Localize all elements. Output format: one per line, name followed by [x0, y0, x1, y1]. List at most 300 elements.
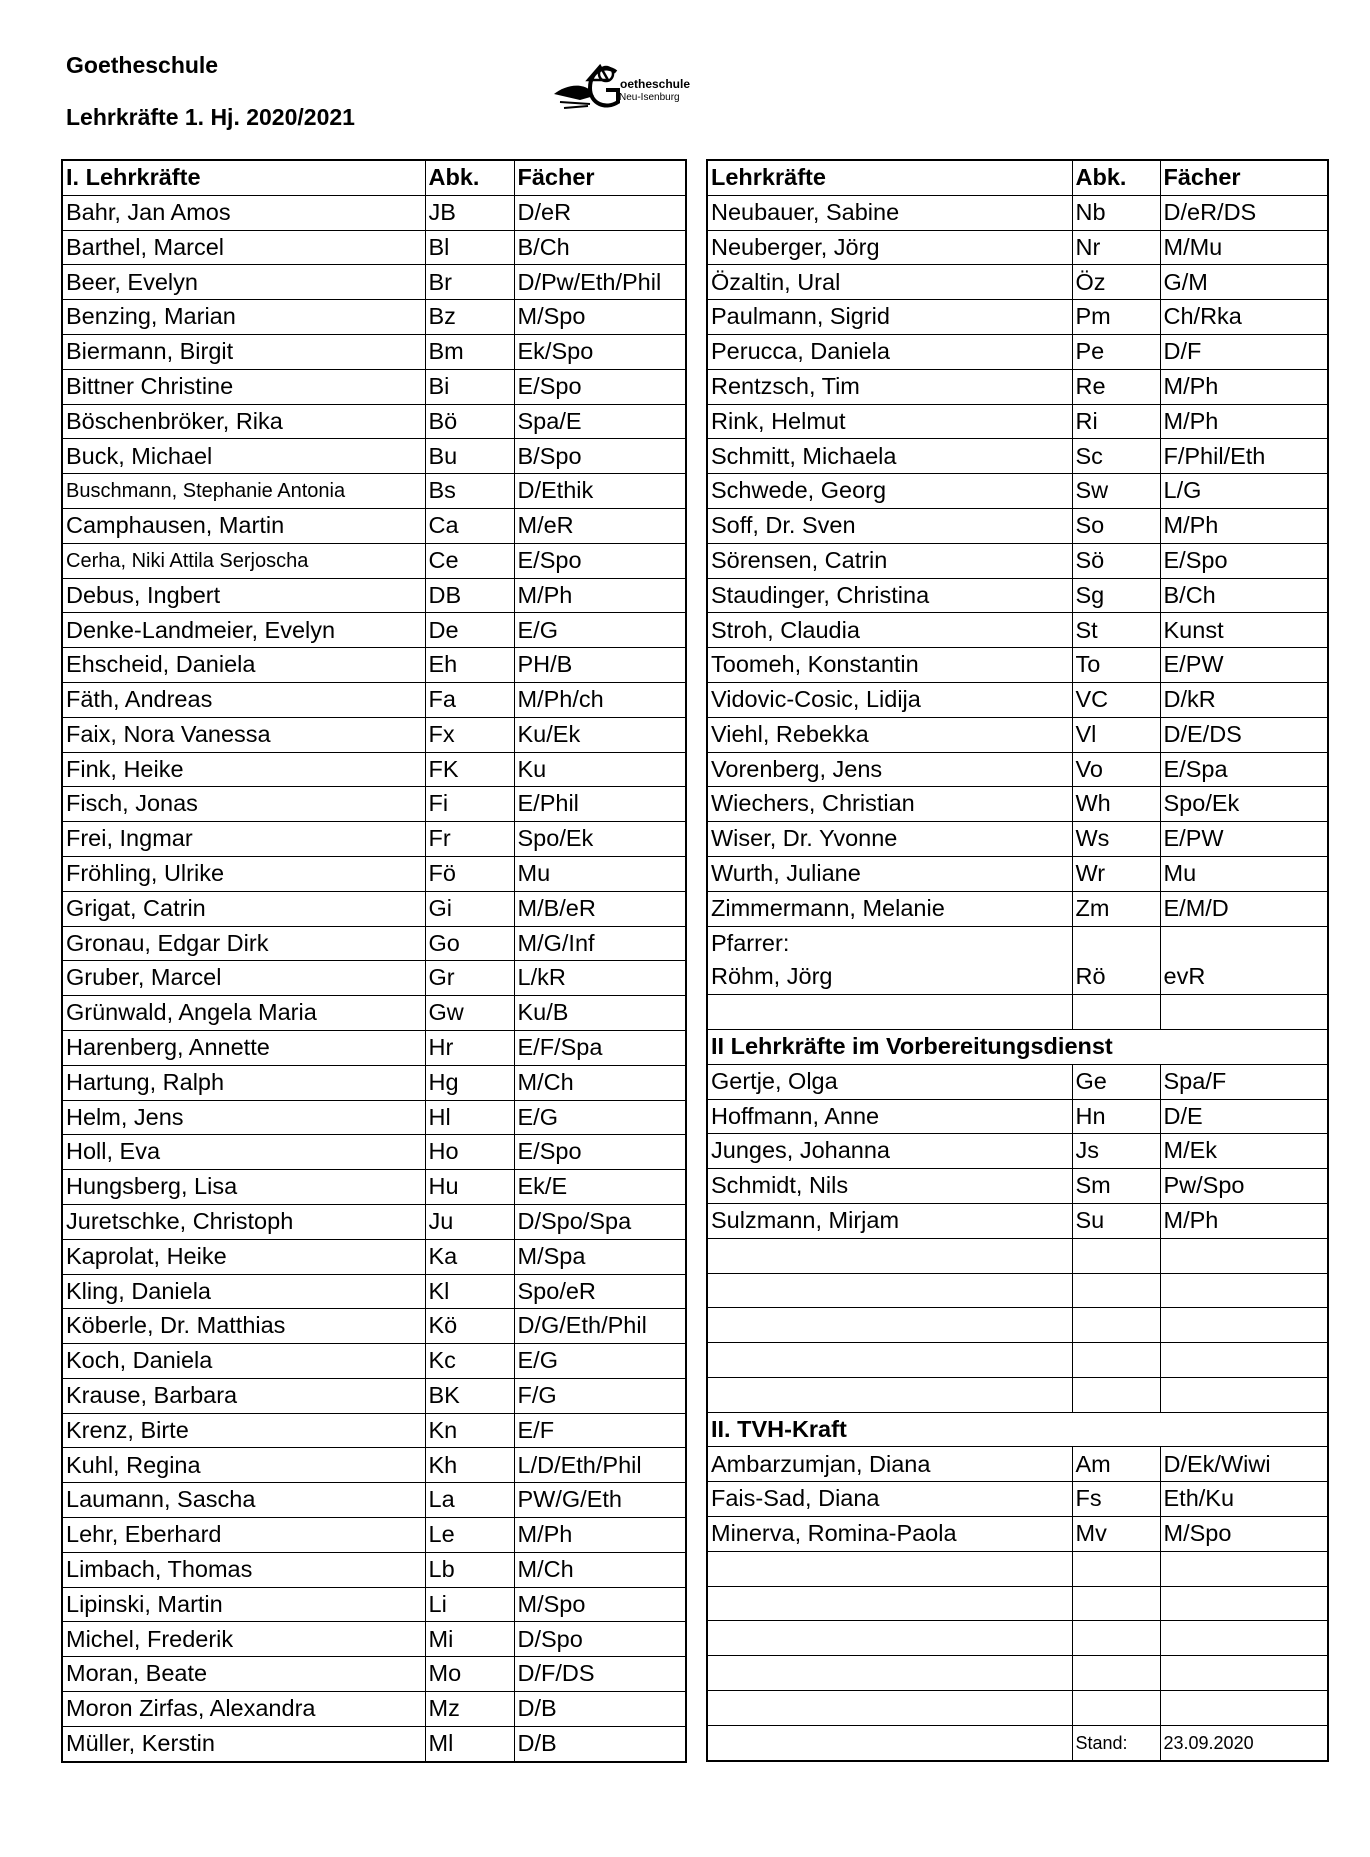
abbreviation-cell: Ce	[425, 543, 514, 578]
table-row	[707, 508, 1328, 543]
table-row	[62, 195, 686, 230]
empty-cell	[707, 1691, 1072, 1726]
teacher-name-cell: Vorenberg, Jens	[707, 752, 1072, 787]
table-row	[707, 543, 1328, 578]
teacher-name-cell: Sörensen, Catrin	[707, 543, 1072, 578]
abbreviation-cell: Fö	[425, 856, 514, 891]
table-row	[707, 787, 1328, 822]
teacher-name-cell: Krenz, Birte	[62, 1413, 425, 1448]
table-row	[707, 334, 1328, 369]
table-row	[62, 1726, 686, 1761]
abbreviation-cell: Lb	[425, 1552, 514, 1587]
table-row	[62, 682, 686, 717]
subjects-cell: M/G/Inf	[514, 926, 686, 961]
subjects-cell: M/Spo	[1160, 1517, 1328, 1552]
table-row	[62, 1204, 686, 1239]
abbreviation-cell: Le	[425, 1518, 514, 1553]
table-row	[62, 1065, 686, 1100]
table-row	[707, 1273, 1328, 1308]
abbreviation-cell: Kl	[425, 1274, 514, 1309]
abbreviation-cell: Gi	[425, 891, 514, 926]
table-row	[707, 474, 1328, 509]
subjects-cell: Ku	[514, 752, 686, 787]
abbreviation-cell: Fi	[425, 787, 514, 822]
stand-label: Stand:	[1072, 1725, 1160, 1760]
abbreviation-cell: Bi	[425, 369, 514, 404]
table-row	[707, 1586, 1328, 1621]
abbreviation-cell: Bö	[425, 404, 514, 439]
empty-cell	[707, 1586, 1072, 1621]
abbreviation-cell: Gw	[425, 996, 514, 1031]
subjects-cell: D/Ek/Wiwi	[1160, 1447, 1328, 1482]
abbreviation-cell: Go	[425, 926, 514, 961]
subjects-cell: E/F/Spa	[514, 1030, 686, 1065]
table-row	[62, 648, 686, 683]
teacher-name-cell: Holl, Eva	[62, 1135, 425, 1170]
abbreviation-cell: Mv	[1072, 1517, 1160, 1552]
subjects-cell: D/Spo/Spa	[514, 1204, 686, 1239]
table-row	[707, 1343, 1328, 1378]
teacher-name-cell: Vidovic-Cosic, Lidija	[707, 682, 1072, 717]
subjects-cell: Spo/eR	[514, 1274, 686, 1309]
abbreviation-cell: Bm	[425, 334, 514, 369]
abbreviation-cell: Ca	[425, 508, 514, 543]
table-row	[62, 1692, 686, 1727]
teacher-name-cell: Junges, Johanna	[707, 1134, 1072, 1169]
teacher-name-cell: Benzing, Marian	[62, 300, 425, 335]
teacher-name-cell: Wiser, Dr. Yvonne	[707, 822, 1072, 857]
abbreviation-cell: Sm	[1072, 1169, 1160, 1204]
table-row	[707, 1412, 1328, 1447]
empty-cell	[1072, 995, 1160, 1030]
table-row	[62, 1378, 686, 1413]
teacher-name-cell: Michel, Frederik	[62, 1622, 425, 1657]
logo-text-top: oetheschule	[620, 77, 691, 91]
table-row	[62, 404, 686, 439]
abbreviation-cell: Kö	[425, 1309, 514, 1344]
table-row	[62, 752, 686, 787]
abbreviation-cell: Li	[425, 1587, 514, 1622]
subjects-cell: D/G/Eth/Phil	[514, 1309, 686, 1344]
abbreviation-cell: De	[425, 613, 514, 648]
teacher-name-cell: Krause, Barbara	[62, 1378, 425, 1413]
abbreviation-column-header: Abk.	[425, 160, 514, 195]
abbreviation-cell: Bz	[425, 300, 514, 335]
teacher-name-cell: Fäth, Andreas	[62, 682, 425, 717]
teacher-name-cell: Biermann, Birgit	[62, 334, 425, 369]
subjects-cell: M/Ph/ch	[514, 682, 686, 717]
empty-cell	[1160, 995, 1328, 1030]
table-row	[62, 717, 686, 752]
table-row	[707, 1308, 1328, 1343]
subjects-cell: M/eR	[514, 508, 686, 543]
empty-cell	[1160, 1621, 1328, 1656]
abbreviation-cell: Ri	[1072, 404, 1160, 439]
abbreviation-cell: Re	[1072, 369, 1160, 404]
empty-cell	[707, 1238, 1072, 1273]
abbreviation-cell: Rö	[1072, 960, 1160, 994]
subjects-cell: Spa/F	[1160, 1064, 1328, 1099]
teacher-name-cell: Debus, Ingbert	[62, 578, 425, 613]
abbreviation-cell: Mi	[425, 1622, 514, 1657]
subjects-cell: M/Ch	[514, 1065, 686, 1100]
table-row	[62, 1587, 686, 1622]
empty-cell	[707, 1343, 1072, 1378]
subjects-cell: D/B	[514, 1726, 686, 1761]
abbreviation-cell: Kh	[425, 1448, 514, 1483]
teacher-name-cell: Fröhling, Ulrike	[62, 856, 425, 891]
teacher-name-cell: Gertje, Olga	[707, 1064, 1072, 1099]
subjects-cell: Ek/Spo	[514, 334, 686, 369]
empty-cell	[1160, 1273, 1328, 1308]
subjects-cell: E/Spa	[1160, 752, 1328, 787]
teacher-name-cell: Minerva, Romina-Paola	[707, 1517, 1072, 1552]
subjects-cell: E/Phil	[514, 787, 686, 822]
subjects-cell: Mu	[1160, 856, 1328, 891]
abbreviation-cell: Fx	[425, 717, 514, 752]
subjects-cell: F/G	[514, 1378, 686, 1413]
teacher-name-cell: Schmitt, Michaela	[707, 439, 1072, 474]
subjects-cell: M/B/eR	[514, 891, 686, 926]
teacher-name-cell: Köberle, Dr. Matthias	[62, 1309, 425, 1344]
subjects-cell: E/F	[514, 1413, 686, 1448]
table-row	[62, 613, 686, 648]
table-row	[707, 1029, 1328, 1064]
subjects-cell: PH/B	[514, 648, 686, 683]
teacher-name-cell: Grigat, Catrin	[62, 891, 425, 926]
teacher-name-cell: Rentzsch, Tim	[707, 369, 1072, 404]
table-row	[62, 1309, 686, 1344]
abbreviation-cell: Am	[1072, 1447, 1160, 1482]
empty-cell	[1072, 1308, 1160, 1343]
document-title: Lehrkräfte 1. Hj. 2020/2021	[66, 104, 355, 130]
table-row	[707, 1691, 1328, 1726]
subjects-cell: D/B	[514, 1692, 686, 1727]
subjects-cell: D/kR	[1160, 682, 1328, 717]
subjects-cell: M/Ph	[1160, 1203, 1328, 1238]
teacher-name-cell: Zimmermann, Melanie	[707, 891, 1072, 926]
abbreviation-cell: Zm	[1072, 891, 1160, 926]
empty-cell	[1072, 1551, 1160, 1586]
teacher-name-cell: Beer, Evelyn	[62, 265, 425, 300]
teacher-name-cell: Cerha, Niki Attila Serjoscha	[62, 543, 425, 578]
table-row	[707, 648, 1328, 683]
table-row	[62, 856, 686, 891]
teacher-name-cell: Rink, Helmut	[707, 404, 1072, 439]
subjects-cell: Mu	[514, 856, 686, 891]
empty-cell	[1160, 1586, 1328, 1621]
subjects-cell: M/Spo	[514, 300, 686, 335]
empty-cell	[1072, 1343, 1160, 1378]
abbreviation-cell: Vl	[1072, 717, 1160, 752]
abbreviation-cell: Eh	[425, 648, 514, 683]
abbreviation-cell: St	[1072, 613, 1160, 648]
abbreviation-cell: Mz	[425, 1692, 514, 1727]
table-row	[62, 1170, 686, 1205]
table-row	[707, 439, 1328, 474]
empty-cell	[707, 1725, 1072, 1760]
teacher-name-cell: Hartung, Ralph	[62, 1065, 425, 1100]
table-row	[62, 1518, 686, 1553]
subjects-cell: L/kR	[514, 961, 686, 996]
empty-cell	[1072, 1273, 1160, 1308]
subjects-cell: F/Phil/Eth	[1160, 439, 1328, 474]
empty-cell	[707, 1273, 1072, 1308]
abbreviation-cell: Sg	[1072, 578, 1160, 613]
abbreviation-cell: Sö	[1072, 543, 1160, 578]
subjects-cell: L/D/Eth/Phil	[514, 1448, 686, 1483]
abbreviation-cell: Ge	[1072, 1064, 1160, 1099]
empty-cell	[1072, 1586, 1160, 1621]
teacher-name-cell: Moron Zirfas, Alexandra	[62, 1692, 425, 1727]
subjects-cell: E/G	[514, 1100, 686, 1135]
table-row	[707, 1517, 1328, 1552]
table-row	[62, 996, 686, 1031]
teacher-name-cell: Neuberger, Jörg	[707, 230, 1072, 265]
table-row	[62, 369, 686, 404]
table-row	[62, 961, 686, 996]
abbreviation-cell: Ju	[425, 1204, 514, 1239]
teacher-name-cell: Harenberg, Annette	[62, 1030, 425, 1065]
table-row	[62, 578, 686, 613]
subjects-cell: M/Ek	[1160, 1134, 1328, 1169]
table-row	[707, 613, 1328, 648]
name-column-header: Lehrkräfte	[707, 160, 1072, 195]
table-row	[62, 822, 686, 857]
abbreviation-cell: Vo	[1072, 752, 1160, 787]
table-row	[707, 1377, 1328, 1412]
table-row	[707, 1238, 1328, 1273]
abbreviation-cell: Ws	[1072, 822, 1160, 857]
abbreviation-cell: Hu	[425, 1170, 514, 1205]
table-row	[62, 1030, 686, 1065]
teacher-name-cell: Helm, Jens	[62, 1100, 425, 1135]
table-row	[707, 578, 1328, 613]
subjects-cell: M/Mu	[1160, 230, 1328, 265]
table-row	[707, 1169, 1328, 1204]
abbreviation-cell: So	[1072, 508, 1160, 543]
table-row	[707, 960, 1328, 994]
empty-cell	[707, 995, 1072, 1030]
abbreviation-cell: FK	[425, 752, 514, 787]
table-row	[707, 1203, 1328, 1238]
table-row	[707, 1656, 1328, 1691]
teacher-name-cell: Moran, Beate	[62, 1657, 425, 1692]
teacher-name-cell: Sulzmann, Mirjam	[707, 1203, 1072, 1238]
abbreviation-cell: Fr	[425, 822, 514, 857]
table-row	[707, 1447, 1328, 1482]
subjects-cell: evR	[1160, 960, 1328, 994]
teacher-name-cell: Wiechers, Christian	[707, 787, 1072, 822]
teacher-name-cell: Koch, Daniela	[62, 1344, 425, 1379]
empty-cell	[707, 1656, 1072, 1691]
section-title-tvh: II. TVH-Kraft	[707, 1412, 1328, 1447]
subjects-cell: Ku/Ek	[514, 717, 686, 752]
teacher-name-cell: Wurth, Juliane	[707, 856, 1072, 891]
teacher-name-cell: Lehr, Eberhard	[62, 1518, 425, 1553]
subjects-cell: B/Spo	[514, 439, 686, 474]
teacher-name-cell: Buschmann, Stephanie Antonia	[62, 474, 425, 509]
table-row	[62, 474, 686, 509]
subjects-cell: E/Spo	[514, 543, 686, 578]
table-row	[62, 1483, 686, 1518]
abbreviation-cell: Hl	[425, 1100, 514, 1135]
subjects-cell: M/Ph	[514, 1518, 686, 1553]
subjects-cell: D/Spo	[514, 1622, 686, 1657]
subjects-cell: E/G	[514, 613, 686, 648]
subjects-cell: M/Ph	[1160, 369, 1328, 404]
table-row	[62, 1100, 686, 1135]
subjects-cell: Kunst	[1160, 613, 1328, 648]
abbreviation-cell: Kn	[425, 1413, 514, 1448]
teacher-name-cell: Perucca, Daniela	[707, 334, 1072, 369]
table-row	[707, 369, 1328, 404]
teacher-name-cell: Gruber, Marcel	[62, 961, 425, 996]
teacher-name-cell: Soff, Dr. Sven	[707, 508, 1072, 543]
abbreviation-cell: To	[1072, 648, 1160, 683]
empty-cell	[1160, 1656, 1328, 1691]
table-row	[707, 682, 1328, 717]
teacher-name-cell: Buck, Michael	[62, 439, 425, 474]
abbreviation-cell: Wh	[1072, 787, 1160, 822]
table-row	[62, 787, 686, 822]
table-row	[62, 265, 686, 300]
table-row	[62, 543, 686, 578]
subjects-cell: Spo/Ek	[514, 822, 686, 857]
teacher-name-cell: Böschenbröker, Rika	[62, 404, 425, 439]
stand-date: 23.09.2020	[1160, 1725, 1328, 1760]
subjects-cell: M/Ch	[514, 1552, 686, 1587]
table-row	[62, 1274, 686, 1309]
pfarrer-label: Pfarrer:	[707, 926, 1072, 960]
teacher-name-cell: Müller, Kerstin	[62, 1726, 425, 1761]
subjects-cell: B/Ch	[1160, 578, 1328, 613]
subjects-cell: E/M/D	[1160, 891, 1328, 926]
abbreviation-cell: Wr	[1072, 856, 1160, 891]
empty-cell	[1072, 1238, 1160, 1273]
teacher-name-cell: Kling, Daniela	[62, 1274, 425, 1309]
subjects-cell: PW/G/Eth	[514, 1483, 686, 1518]
subjects-cell: D/F	[1160, 334, 1328, 369]
subjects-cell: E/Spo	[1160, 543, 1328, 578]
subjects-cell: Ch/Rka	[1160, 300, 1328, 335]
teacher-table-left	[61, 159, 687, 1763]
teacher-name-cell: Staudinger, Christina	[707, 578, 1072, 613]
subjects-cell: M/Ph	[1160, 404, 1328, 439]
subjects-cell: Pw/Spo	[1160, 1169, 1328, 1204]
table-row	[707, 1725, 1328, 1760]
abbreviation-cell: Js	[1072, 1134, 1160, 1169]
teacher-name-cell: Hoffmann, Anne	[707, 1099, 1072, 1134]
abbreviation-cell: Sc	[1072, 439, 1160, 474]
abbreviation-cell: Br	[425, 265, 514, 300]
teacher-name-cell: Röhm, Jörg	[707, 960, 1072, 994]
abbreviation-cell: Hg	[425, 1065, 514, 1100]
empty-cell	[1072, 926, 1160, 960]
subjects-cell: M/Spo	[514, 1587, 686, 1622]
table-row	[62, 439, 686, 474]
subjects-cell: D/eR	[514, 195, 686, 230]
logo-text-bottom: Neu-Isenburg	[619, 92, 680, 103]
abbreviation-cell: BK	[425, 1378, 514, 1413]
abbreviation-cell: Gr	[425, 961, 514, 996]
empty-cell	[1072, 1656, 1160, 1691]
subjects-cell: Eth/Ku	[1160, 1482, 1328, 1517]
teacher-name-cell: Bahr, Jan Amos	[62, 195, 425, 230]
abbreviation-cell: Hr	[425, 1030, 514, 1065]
table-row	[62, 508, 686, 543]
subjects-cell: M/Ph	[1160, 508, 1328, 543]
table-row	[707, 822, 1328, 857]
table-row	[62, 1552, 686, 1587]
table-row	[707, 300, 1328, 335]
teacher-name-cell: Gronau, Edgar Dirk	[62, 926, 425, 961]
table-row	[62, 1413, 686, 1448]
abbreviation-cell: Pm	[1072, 300, 1160, 335]
subjects-cell: E/G	[514, 1344, 686, 1379]
table-row	[707, 926, 1328, 960]
abbreviation-cell: Sw	[1072, 474, 1160, 509]
subjects-cell: D/F/DS	[514, 1657, 686, 1692]
table-row	[707, 1064, 1328, 1099]
empty-cell	[1160, 1691, 1328, 1726]
empty-cell	[1072, 1621, 1160, 1656]
table-row	[62, 926, 686, 961]
empty-cell	[1072, 1691, 1160, 1726]
subjects-cell: B/Ch	[514, 230, 686, 265]
empty-cell	[707, 1377, 1072, 1412]
teacher-name-cell: Camphausen, Martin	[62, 508, 425, 543]
abbreviation-cell: Su	[1072, 1203, 1160, 1238]
table-row	[707, 265, 1328, 300]
teacher-name-cell: Toomeh, Konstantin	[707, 648, 1072, 683]
teacher-name-cell: Stroh, Claudia	[707, 613, 1072, 648]
table-row	[62, 891, 686, 926]
abbreviation-cell: La	[425, 1483, 514, 1518]
teacher-name-cell: Kuhl, Regina	[62, 1448, 425, 1483]
subjects-cell: M/Spa	[514, 1239, 686, 1274]
teacher-name-cell: Barthel, Marcel	[62, 230, 425, 265]
teacher-name-cell: Frei, Ingmar	[62, 822, 425, 857]
school-logo	[550, 60, 691, 118]
table-row	[707, 1551, 1328, 1586]
teacher-name-cell: Limbach, Thomas	[62, 1552, 425, 1587]
abbreviation-cell: Fa	[425, 682, 514, 717]
teacher-name-cell: Lipinski, Martin	[62, 1587, 425, 1622]
table-row	[707, 1482, 1328, 1517]
table-row	[707, 995, 1328, 1030]
table-row	[62, 1622, 686, 1657]
abbreviation-cell: Nr	[1072, 230, 1160, 265]
abbreviation-cell: Bl	[425, 230, 514, 265]
subjects-cell: E/PW	[1160, 648, 1328, 683]
empty-cell	[1160, 1377, 1328, 1412]
abbreviation-cell: Nb	[1072, 195, 1160, 230]
table-header-row	[707, 160, 1328, 195]
table-row	[707, 752, 1328, 787]
abbreviation-column-header: Abk.	[1072, 160, 1160, 195]
subjects-column-header: Fächer	[1160, 160, 1328, 195]
table-row	[62, 1657, 686, 1692]
teacher-name-cell: Fink, Heike	[62, 752, 425, 787]
teacher-name-cell: Ehscheid, Daniela	[62, 648, 425, 683]
teacher-name-cell: Neubauer, Sabine	[707, 195, 1072, 230]
name-column-header: I. Lehrkräfte	[62, 160, 425, 195]
table-row	[62, 230, 686, 265]
abbreviation-cell: JB	[425, 195, 514, 230]
subjects-cell: Spo/Ek	[1160, 787, 1328, 822]
subjects-cell: D/E/DS	[1160, 717, 1328, 752]
